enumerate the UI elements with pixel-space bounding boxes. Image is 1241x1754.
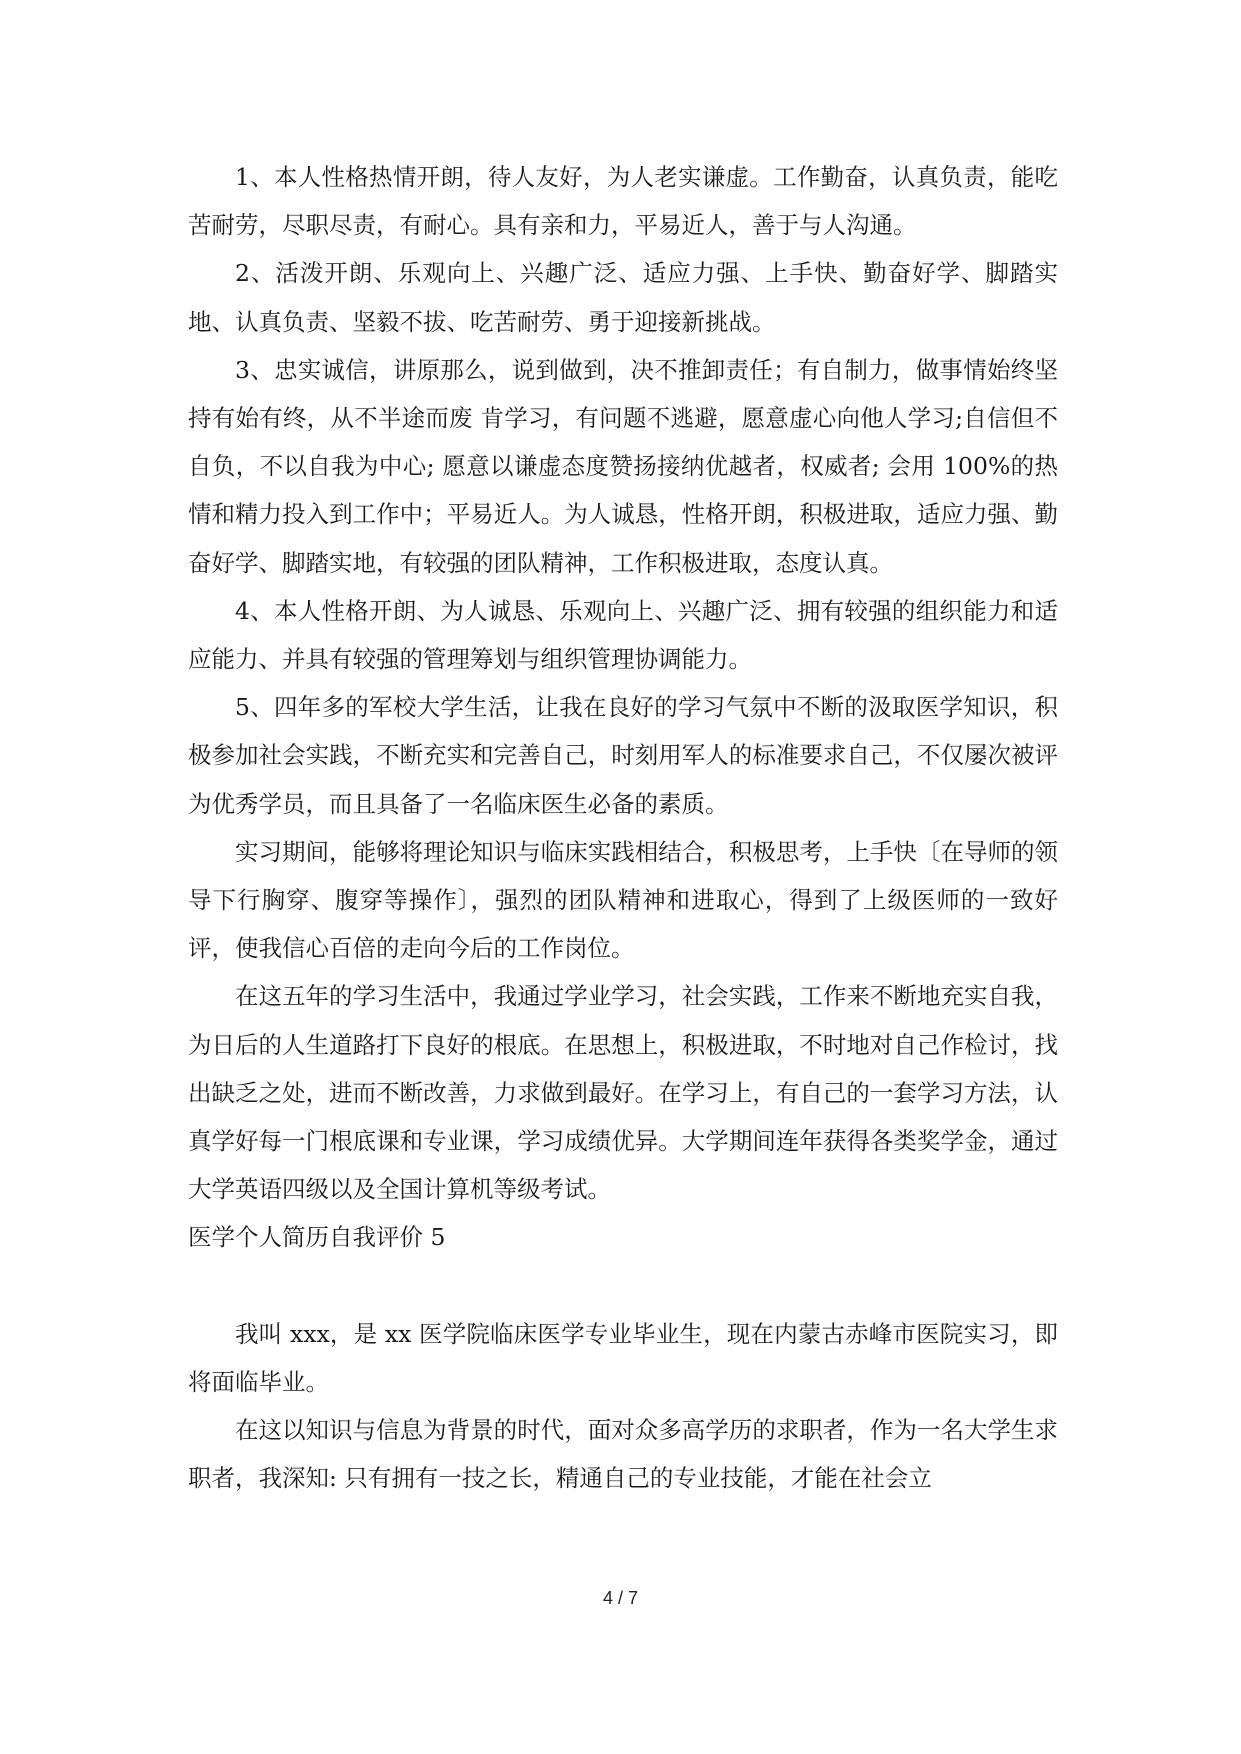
paragraph-era: 在这以知识与信息为背景的时代，面对众多高学历的求职者，作为一名大学生求职者，我深知: 只有拥有一技之长，精通自己的专业技能，才能在社会立 (188, 1416, 1058, 1493)
section-heading: 医学个人简历自我评价 5 (188, 1223, 446, 1252)
paragraph-2: 2、活泼开朗、乐观向上、兴趣广泛、适应力强、上手快、勤奋好学、脚踏实地、认真负责、坚毅不拔、吃苦耐劳、勇于迎接新挑战。 (188, 259, 1058, 336)
paragraph-5: 5、四年多的军校大学生活，让我在良好的学习气氛中不断的汲取医学知识，积极参加社会实践，不断充实和完善自己，时刻用军人的标准要求自己，不仅屡次被评为优秀学员，而且具备了一名临床医生必备的素质。 (188, 693, 1058, 818)
page-number: 4 / 7 (602, 1588, 639, 1608)
paragraph-1: 1、本人性格热情开朗，待人友好，为人老实谦虚。工作勤奋，认真负责，能吃苦耐劳，尽职尽责，有耐心。具有亲和力，平易近人，善于与人沟通。 (188, 163, 1058, 240)
paragraph-intro: 我叫 xxx，是 xx 医学院临床医学专业毕业生，现在内蒙古赤峰市医院实习，即将面临毕业。 (188, 1319, 1058, 1396)
paragraph-five-years: 在这五年的学习生活中，我通过学业学习，社会实践，工作来不断地充实自我，为日后的人生道路打下良好的根底。在思想上，积极进取，不时地对自己作检讨，找出缺乏之处，进而不断改善，力求做到最好。在学习上，有自己的一套学习方法，认真学好每一门根底课和专业课，学习成绩优异。大学期间连年获得各类奖学金，通过大学英语四级以及全国计算机等级考试。 (188, 982, 1058, 1204)
paragraph-3: 3、忠实诚信，讲原那么，说到做到，决不推卸责任；有自制力，做事情始终坚持有始有终，从不半途而废 肯学习，有问题不逃避，愿意虚心向他人学习;自信但不自负，不以自我为中心; 愿意以谦虚态度赞扬接纳优越者，权威者; 会用 100%的热情和精力投入到工作中；平易近人。为人诚恳，性格开朗，积极进取，适应力强、勤奋好学、脚踏实地，有较强的团队精神，工作积极进取，态度认真。 (188, 355, 1058, 577)
document-body (188, 153, 1058, 1502)
section-spacer (188, 1262, 1058, 1310)
paragraph-internship: 实习期间，能够将理论知识与临床实践相结合，积极思考，上手快〔在导师的领导下行胸穿、腹穿等操作〕，强烈的团队精神和进取心，得到了上级医师的一致好评，使我信心百倍的走向今后的工作岗位。 (188, 837, 1058, 963)
paragraph-4: 4、本人性格开朗、为人诚恳、乐观向上、兴趣广泛、拥有较强的组织能力和适应能力、并具有较强的管理筹划与组织管理协调能力。 (188, 596, 1058, 674)
